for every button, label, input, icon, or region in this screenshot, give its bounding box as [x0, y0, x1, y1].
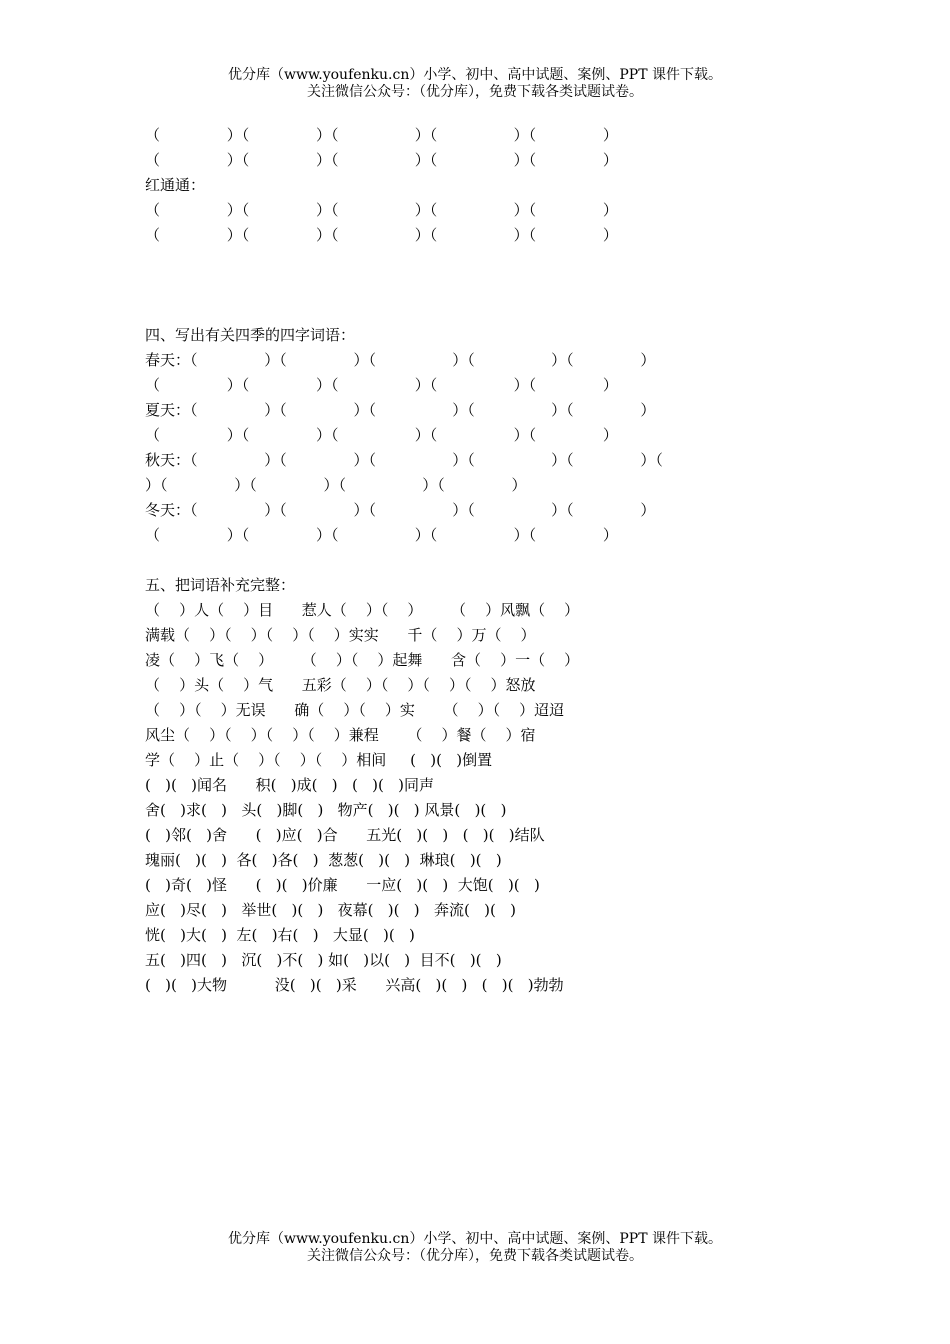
spacer	[145, 273, 785, 298]
exercise-line: （ ）头（ ）气 五彩（ ）（ ）（ ）（ ）怒放	[145, 676, 536, 694]
exercise-line: ( )( )闻名 积( )成( ) ( )( )同声	[145, 776, 434, 794]
footer-line-2: 关注微信公众号：（优分库），免费下载各类试题试卷。	[307, 1248, 643, 1264]
exercise-line: 应( )尽( ) 举世( )( ) 夜幕( )( ) 奔流( )( )	[145, 901, 516, 919]
footer-line-1: 优分库（www.youfenku.cn）小学、初中、高中试题、案例、PPT 课件下载。	[227, 1231, 722, 1247]
exercise-line: 学（ ）止（ ）（ ）（ ）相间 ( )( )倒置	[145, 751, 493, 769]
exercise-line: ( )( )大物 没( )( )采 兴高( )( ) ( )( )勃勃	[145, 976, 564, 994]
exercise-line: （ ）（ ）（ ）（ ）（ ）	[145, 151, 618, 169]
header-line-1: 优分库（www.youfenku.cn）小学、初中、高中试题、案例、PPT 课件下载。	[227, 67, 722, 83]
section-heading: 四、写出有关四季的四字词语：	[145, 326, 356, 344]
exercise-line: （ ）（ ）（ ）（ ）（ ）	[145, 526, 618, 544]
exercise-line: （ ）（ ）（ ）（ ）（ ）	[145, 201, 618, 219]
exercise-line: （ ）（ ）（ ）（ ）（ ）	[145, 426, 618, 444]
page-footer	[0, 1231, 950, 1265]
exercise-line: 舍( )求( ) 头( )脚( ) 物产( )( ) 风景( )( )	[145, 801, 507, 819]
exercise-line: 夏天：（ ）（ ）（ ）（ ）（ ）	[145, 401, 656, 419]
section-heading: 五、把词语补充完整：	[145, 576, 296, 594]
exercise-line: （ ）（ ）（ ）（ ）（ ）	[145, 376, 618, 394]
spacer	[145, 548, 785, 573]
exercise-line: 满载（ ）（ ）（ ）（ ）实实 千（ ）万（ ）	[145, 626, 536, 644]
header-line-2: 关注微信公众号：（优分库），免费下载各类试题试卷。	[307, 84, 643, 100]
exercise-line: （ ）（ ）无误 确（ ）（ ）实 （ ）（ ）迢迢	[145, 701, 565, 719]
exercise-line: ( )邻( )舍 ( )应( )合 五光( )( ) ( )( )结队	[145, 826, 545, 844]
exercise-line: ）（ ）（ ）（ ）（ ）	[145, 476, 527, 494]
spacer	[145, 248, 785, 273]
exercise-line: 瑰丽( )( ) 各( )各( ) 葱葱( )( ) 琳琅( )( )	[145, 851, 502, 869]
exercise-line: 秋天：（ ）（ ）（ ）（ ）（ ）（	[145, 451, 663, 469]
exercise-line: 凌（ ）飞（ ） （ ）（ ）起舞 含（ ）一（ ）	[145, 651, 580, 669]
exercise-line: （ ）人（ ）目 惹人（ ）（ ） （ ）风飘（ ）	[145, 601, 580, 619]
exercise-line: 红通通：	[145, 176, 206, 194]
spacer	[145, 298, 785, 323]
worksheet-body	[145, 123, 785, 998]
exercise-line: （ ）（ ）（ ）（ ）（ ）	[145, 126, 618, 144]
exercise-line: 春天：（ ）（ ）（ ）（ ）（ ）	[145, 351, 656, 369]
exercise-line: 风尘（ ）（ ）（ ）（ ）兼程 （ ）餐（ ）宿	[145, 726, 536, 744]
exercise-line: （ ）（ ）（ ）（ ）（ ）	[145, 226, 618, 244]
exercise-line: 五( )四( ) 沉( )不( ) 如( )以( ) 目不( )( )	[145, 951, 502, 969]
exercise-line: 恍( )大( ) 左( )右( ) 大显( )( )	[145, 926, 415, 944]
exercise-line: ( )奇( )怪 ( )( )价廉 一应( )( ) 大饱( )( )	[145, 876, 540, 894]
exercise-line: 冬天：（ ）（ ）（ ）（ ）（ ）	[145, 501, 656, 519]
page-header	[0, 67, 950, 101]
